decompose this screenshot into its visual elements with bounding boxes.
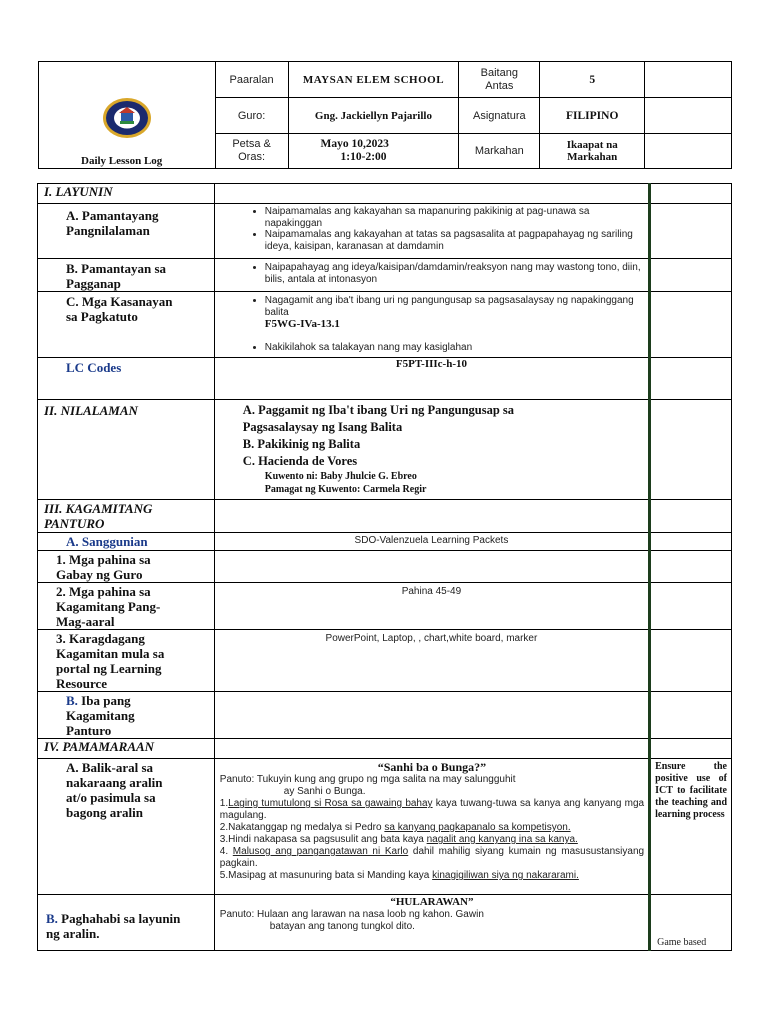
kagamitan-title: III. KAGAMITANG PANTURO [38, 500, 215, 533]
blank [214, 500, 649, 533]
balik-aral-instructions-2: ay Sanhi o Bunga. [283, 786, 366, 797]
date-value: Mayo 10,2023 [320, 138, 389, 150]
grade-value: 5 [540, 62, 645, 98]
story-title: Pamagat ng Kuwento: Carmela Regir [264, 484, 427, 495]
grade-label: Baitang Antas [459, 62, 540, 98]
kasanayan-label: C. Mga Kasanayan sa Pagkatuto [38, 292, 215, 358]
pamamaraan-title: IV. PAMAMARAAN [38, 739, 215, 759]
iba-pang-letter: B. [66, 693, 78, 708]
iba-pang-kagamitan-label [38, 692, 215, 739]
paghahabi-remark-cell [650, 895, 732, 951]
pamantayan-sa-pagganap-label: B. Pamantayan sa Pagganap [38, 259, 215, 292]
layunin-title: I. LAYUNIN [38, 184, 215, 204]
item-text: kaya tuwang-tuwa sa kanya ang kanyang mga magulang. [219, 798, 645, 821]
paghahabi-letter: B. [46, 911, 58, 926]
gabay-guro-label: 1. Mga pahina sa Gabay ng Guro [38, 551, 215, 583]
header-table [38, 61, 732, 169]
item-text: 4. [219, 846, 233, 857]
balik-aral-remark-cell [650, 759, 732, 895]
header-blank-2 [645, 98, 732, 134]
school-label: Paaralan [215, 62, 288, 98]
paghahabi-remark: Game based [657, 937, 707, 948]
list-item: • Naipamamalas ang kakayahan sa mapanuring pakikinig at pag-unawa sa napakinggan [265, 206, 648, 229]
nilalaman-item: B. Pakikinig ng Balita [242, 437, 361, 451]
blank [650, 500, 732, 533]
list-item: • Nagagamit ang iba't ibang uri ng pangungusap sa pagsasalaysay ng napakinggang balita [265, 295, 648, 318]
nilalaman-title: II. NILALAMAN [38, 400, 215, 500]
story-author: Kuwento ni: Baby Jhulcie G. Ebreo [264, 471, 417, 482]
list-item [220, 798, 644, 822]
lc-codes-label: LC Codes [38, 358, 215, 400]
blank [214, 551, 649, 583]
nilalaman-item: A. Paggamit ng Iba't ibang Uri ng Pangungusap sa Pagsasalaysay ng Isang Balita [242, 403, 515, 434]
blank [650, 630, 732, 692]
underlined-phrase: Malusog ang pangangatawan ni Karlo [232, 846, 409, 857]
doc-title: Daily Lesson Log [81, 155, 163, 167]
list-item [220, 822, 644, 834]
blank [650, 551, 732, 583]
header-blank-1 [645, 62, 732, 98]
item-text: dahil mahilig siyang kumain ng masusustansiyang pagkain. [219, 846, 645, 869]
sanggunian-label-text: A. Sanggunian [66, 534, 148, 549]
blank [650, 184, 732, 204]
quarter-label: Markahan [459, 134, 540, 169]
blank [650, 259, 732, 292]
nilalaman-item: C. Hacienda de Vores [242, 454, 358, 468]
underlined-phrase: kinagigiliwan siya ng nakararami. [432, 870, 579, 881]
list-item [220, 846, 644, 870]
list-item: • Naipapahayag ang ideya/kaisipan/damdamin/reaksyon nang may wastong tono, diin, bilis, antala at intonasyon [265, 262, 648, 285]
blank [214, 692, 649, 739]
subject-value: FILIPINO [540, 98, 645, 134]
blank [650, 292, 732, 358]
blank [214, 184, 649, 204]
paghahabi-instructions: Panuto: Hulaan ang larawan na nasa loob ng kahon. Gawin [219, 909, 484, 920]
karagdagang-kagamitan-value: PowerPoint, Laptop, , chart,white board, marker [214, 630, 649, 692]
paghahabi-text: Paghahabi sa layunin ng aralin. [46, 911, 181, 941]
balik-aral-content [214, 759, 649, 895]
logo-cell [39, 62, 216, 169]
sanggunian-value: SDO-Valenzuela Learning Packets [214, 533, 649, 551]
quarter-value: Ikaapat na Markahan [540, 134, 645, 169]
item-text: 3.Hindi nakapasa sa pagsusulit ang bata kaya [219, 834, 427, 845]
iba-pang-text: Iba pang Kagamitang Panturo [66, 693, 135, 738]
teacher-label: Guro: [215, 98, 288, 134]
balik-aral-instructions: Panuto: Tukuyin kung ang grupo ng mga salita na may salungguhit [219, 774, 516, 785]
lc-codes-value: F5PT-IIIc-h-10 [214, 358, 649, 400]
blank [650, 692, 732, 739]
list-item: • Naipamamalas ang kakayahan at tatas sa pagsasalita at pagpapahayag ng sariling ideya, kaisipan, karanasan at damdamin [265, 229, 648, 252]
kagamitang-mag-aaral-label: 2. Mga pahina sa Kagamitang Pang- Mag-aaral [38, 583, 215, 630]
school-value: MAYSAN ELEM SCHOOL [288, 62, 459, 98]
competency-code: F5WG-IVa-13.1 [264, 318, 340, 330]
balik-aral-label: A. Balik-aral sa nakaraang aralin at/o pasimula sa bagong aralin [38, 759, 215, 895]
time-value: 1:10-2:00 [340, 151, 387, 163]
kasanayan-content [214, 292, 649, 358]
teacher-value: Gng. Jackiellyn Pajarillo [288, 98, 459, 134]
blank [650, 533, 732, 551]
blank [214, 739, 649, 759]
item-text: 1. [219, 798, 229, 809]
blank [650, 400, 732, 500]
date-cell [288, 134, 459, 169]
blank [650, 204, 732, 259]
school-seal-icon [101, 96, 153, 140]
blank [650, 583, 732, 630]
paghahabi-heading: “HULARAWAN” [390, 896, 474, 908]
date-label: Petsa & Oras: [215, 134, 288, 169]
underlined-phrase: sa kanyang pagkapanalo sa kompetisyon. [384, 822, 571, 833]
list-item: • Nakikilahok sa talakayan nang may kasiglahan [265, 342, 648, 354]
pamantayang-pangnilalaman-label: A. Pamantayang Pangnilalaman [38, 204, 215, 259]
kagamitang-mag-aaral-value: Pahina 45-49 [214, 583, 649, 630]
paghahabi-instructions-2: batayan ang tanong tungkol dito. [269, 921, 415, 932]
balik-aral-items [220, 798, 644, 882]
pamantayan-sa-pagganap-content [214, 259, 649, 292]
balik-aral-remark: Ensure the positive use of ICT to facilitate the teaching and learning process [655, 761, 727, 820]
item-text: 2.Nakatanggap ng medalya si Pedro [219, 822, 385, 833]
lesson-table [37, 183, 732, 951]
item-text: 5.Masipag at masunuring bata si Manding kaya [219, 870, 433, 881]
blank [650, 739, 732, 759]
blank [650, 358, 732, 400]
paghahabi-label [38, 895, 215, 951]
paghahabi-content [214, 895, 649, 951]
underlined-phrase: nagalit ang kanyang ina sa kanya. [426, 834, 578, 845]
nilalaman-content [214, 400, 649, 500]
header-blank-3 [645, 134, 732, 169]
underlined-phrase: Laging tumutulong si Rosa sa gawaing bahay [228, 798, 433, 809]
karagdagang-kagamitan-label: 3. Karagdagang Kagamitan mula sa portal ng Learning Resource [38, 630, 215, 692]
list-item [220, 834, 644, 846]
list-item [220, 870, 644, 882]
balik-aral-heading: “Sanhi ba o Bunga?” [377, 760, 487, 774]
subject-label: Asignatura [459, 98, 540, 134]
pamantayang-pangnilalaman-content [214, 204, 649, 259]
sanggunian-label [38, 533, 215, 551]
